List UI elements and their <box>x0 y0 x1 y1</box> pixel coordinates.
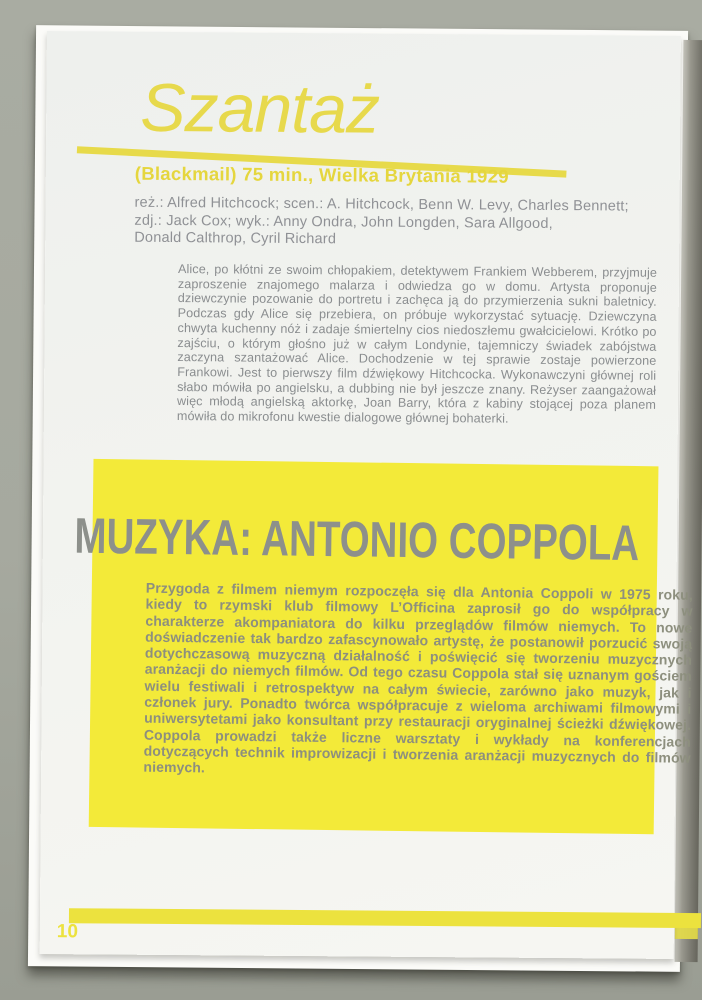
credits-line-2: zdj.: Jack Cox; wyk.: Anny Ondra, John Longden, Sara Allgood, <box>134 212 553 232</box>
credits-line-3: Donald Calthrop, Cyril Richard <box>134 229 337 248</box>
credits-line-1: reż.: Alfred Hitchcock; scen.: A. Hitchcock, Benn W. Levy, Charles Bennett; <box>134 194 629 215</box>
music-feature-body: Przygoda z filmem niemym rozpoczęła się dla Antonia Coppoli w 1975 roku, kiedy to rzymski klub filmowy L’Officina zaprosił go do współpracy w charakterze akompaniatora do kilku przeglądów filmów niemych. To nowe doświadczenie tak bardzo zafascynowało artystę, że postanowił porzucić swoją dotychczasową muzyczną działalność i poświęcić się tworzeniu muzycznych aranżacji do niemych filmów. Od tego czasu Coppola stał się uznanym gościem wielu festiwali i retrospektyw na całym świecie, zarówno jako muzyk, jak i członek jury. Ponadto twórca współpracuje z wieloma archiwami filmowymi i uniwersytetami jako konsultant przy restauracji oryginalnej ścieżki dźwiękowej. Coppola prowadzi także liczne warsztaty i wykłady na konferencjach dotyczących technik improwizacji i tworzenia aranżacji muzycznych do filmów niemych. <box>143 579 693 776</box>
film-credits <box>134 195 629 251</box>
film-synopsis: Alice, po kłótni ze swoim chłopakiem, detektywem Frankiem Webberem, przyjmuje zaproszenie znajomego malarza i odwiedza go w domu. Artysta proponuje dziewczynie pozowanie do portretu i zachęca ją do przymierzenia sukni baletnicy. Podczas gdy Alice się przebiera, on próbuje wykorzystać sytuację. Dziewczyna chwyta kuchenny nóż i zadaje śmiertelny cios niedoszłemu gwałcicielowi. Krótko po zajściu, o którym głośno już w całym Londynie, tajemniczy świadek zabójstwa zaczyna szantażować Alice. Dochodzenie w tej sprawie zostaje powierzone Frankowi. Jest to pierwszy film dźwiękowy Hitchcocka. Wykonawczyni głównej roli słabo mówiła po angielsku, a dubbing nie był jeszcze znany. Reżyser zaangażował więc młodą angielską aktorkę, Joan Barry, która z kabiny stojącej poza planem mówiła do mikrofonu kwestie dialogowe głównej bohaterki. <box>176 262 658 426</box>
footer-rule <box>69 908 701 928</box>
music-feature-heading: MUZYKA: ANTONIO COPPOLA <box>74 507 640 572</box>
music-feature-block <box>74 459 693 834</box>
page-number: 10 <box>56 921 79 943</box>
film-title: Szantaż <box>140 69 380 148</box>
booklet-page <box>40 31 693 959</box>
film-subtitle: (Blackmail) 75 min., Wielka Brytania 1929 <box>134 162 509 187</box>
